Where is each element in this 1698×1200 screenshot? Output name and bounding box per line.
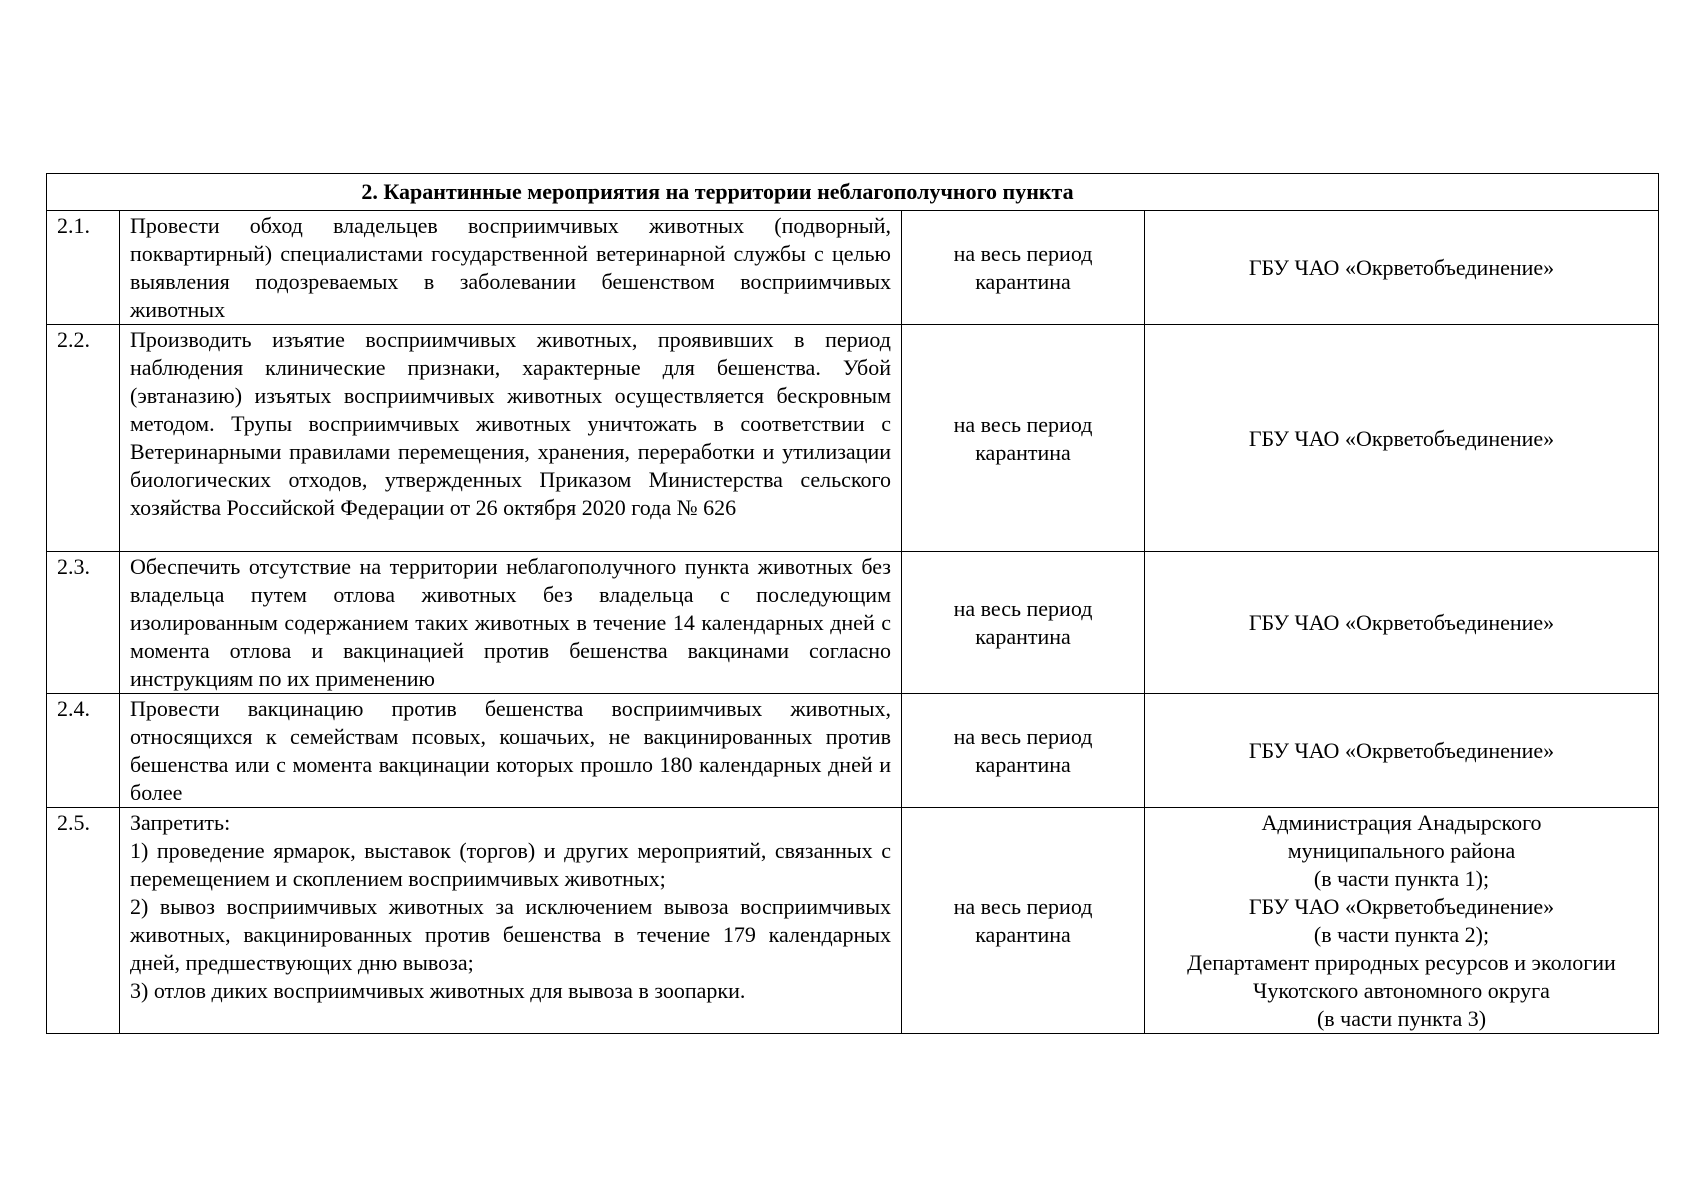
responsible-line: Администрация Анадырского xyxy=(1261,810,1542,835)
period-cell xyxy=(902,552,1145,694)
table-row xyxy=(47,211,1659,325)
period-line: на весь период xyxy=(953,241,1093,266)
responsible-line: ГБУ ЧАО «Окрветобъединение» xyxy=(1248,425,1555,451)
period-line: на весь период xyxy=(953,724,1093,749)
responsible-line: ГБУ ЧАО «Окрветобъединение» xyxy=(1248,255,1555,280)
responsible-line: муниципального района xyxy=(1287,838,1516,863)
table-row xyxy=(47,694,1659,808)
measure-line: 2) вывоз восприимчивых животных за исключением вывоза восприимчивых животных, вакцинированных против бешенства в течение 179 календарных дней, предшествующих дню вывоза; xyxy=(130,894,891,975)
measure-line: 1) проведение ярмарок, выставок (торгов) и других мероприятий, связанных с перемещением и скоплением восприимчивых животных; xyxy=(130,838,891,891)
responsible-line: Департамент природных ресурсов и экологии xyxy=(1187,950,1616,975)
period-line: на весь период xyxy=(953,894,1093,919)
measure-line: Запретить: xyxy=(130,810,231,835)
row-number: 2.2. xyxy=(47,325,120,552)
measure-text: Обеспечить отсутствие на территории неблагополучного пункта животных без владельца путем отлова животных без владельца с последующим изолированным содержанием таких животных в течение 14 календарных дней с момента отлова и вакцинацией против бешенства вакцинами согласно инструкциям по их применению xyxy=(120,552,902,694)
period-cell xyxy=(902,808,1145,1034)
responsible-cell xyxy=(1145,694,1659,808)
period-line: на весь период xyxy=(953,411,1093,437)
responsible-line: ГБУ ЧАО «Окрветобъединение» xyxy=(1248,610,1555,635)
responsible-cell xyxy=(1145,325,1659,552)
section-heading-cell xyxy=(47,174,1659,211)
period-line: на весь период xyxy=(953,596,1093,621)
measure-text: Провести вакцинацию против бешенства восприимчивых животных, относящихся к семействам псовых, кошачьих, не вакцинированных против бешенства или с момента вакцинации которых прошло 180 календарных дней и более xyxy=(120,694,902,808)
period-line: карантина xyxy=(975,922,1071,947)
period-cell xyxy=(902,694,1145,808)
responsible-line: (в части пункта 2); xyxy=(1313,922,1490,947)
period-line: карантина xyxy=(975,269,1071,294)
table-row xyxy=(47,325,1659,552)
responsible-line: (в части пункта 3) xyxy=(1316,1006,1487,1031)
responsible-line: ГБУ ЧАО «Окрветобъединение» xyxy=(1248,738,1555,763)
measure-line: 3) отлов диких восприимчивых животных для вывоза в зоопарки. xyxy=(130,978,746,1003)
period-line: карантина xyxy=(975,624,1071,649)
row-number: 2.1. xyxy=(47,211,120,325)
table-row xyxy=(47,552,1659,694)
responsible-cell xyxy=(1145,211,1659,325)
period-cell xyxy=(902,325,1145,552)
responsible-line: ГБУ ЧАО «Окрветобъединение» xyxy=(1248,894,1555,919)
responsible-cell xyxy=(1145,552,1659,694)
measure-text: Провести обход владельцев восприимчивых животных (подворный, поквартирный) специалистами государственной ветеринарной службы с целью выявления подозреваемых в заболевании бешенством восприимчивых животных xyxy=(120,211,902,325)
responsible-line: (в части пункта 1); xyxy=(1313,866,1490,891)
period-line: карантина xyxy=(975,752,1071,777)
section-title: 2. Карантинные мероприятия на территории неблагополучного пункта xyxy=(361,179,1074,204)
row-number: 2.4. xyxy=(47,694,120,808)
measure-text xyxy=(120,808,902,1034)
responsible-cell xyxy=(1145,808,1659,1034)
row-number: 2.5. xyxy=(47,808,120,1034)
measure-text: Производить изъятие восприимчивых животных, проявивших в период наблюдения клинические признаки, характерные для бешенства. Убой (эвтаназию) изъятых восприимчивых животных осуществляется бескровным методом. Трупы восприимчивых животных уничтожать в соответствии с Ветеринарными правилами перемещения, хранения, переработки и утилизации биологических отходов, утвержденных Приказом Министерства сельского хозяйства Российской Федерации от 26 октября 2020 года № 626 xyxy=(120,325,902,552)
row-number: 2.3. xyxy=(47,552,120,694)
quarantine-measures-table xyxy=(46,173,1659,1034)
responsible-line: Чукотского автономного округа xyxy=(1253,978,1550,1003)
table-row xyxy=(47,808,1659,1034)
section-heading-row xyxy=(47,174,1659,211)
period-line: карантина xyxy=(975,439,1071,465)
period-cell xyxy=(902,211,1145,325)
